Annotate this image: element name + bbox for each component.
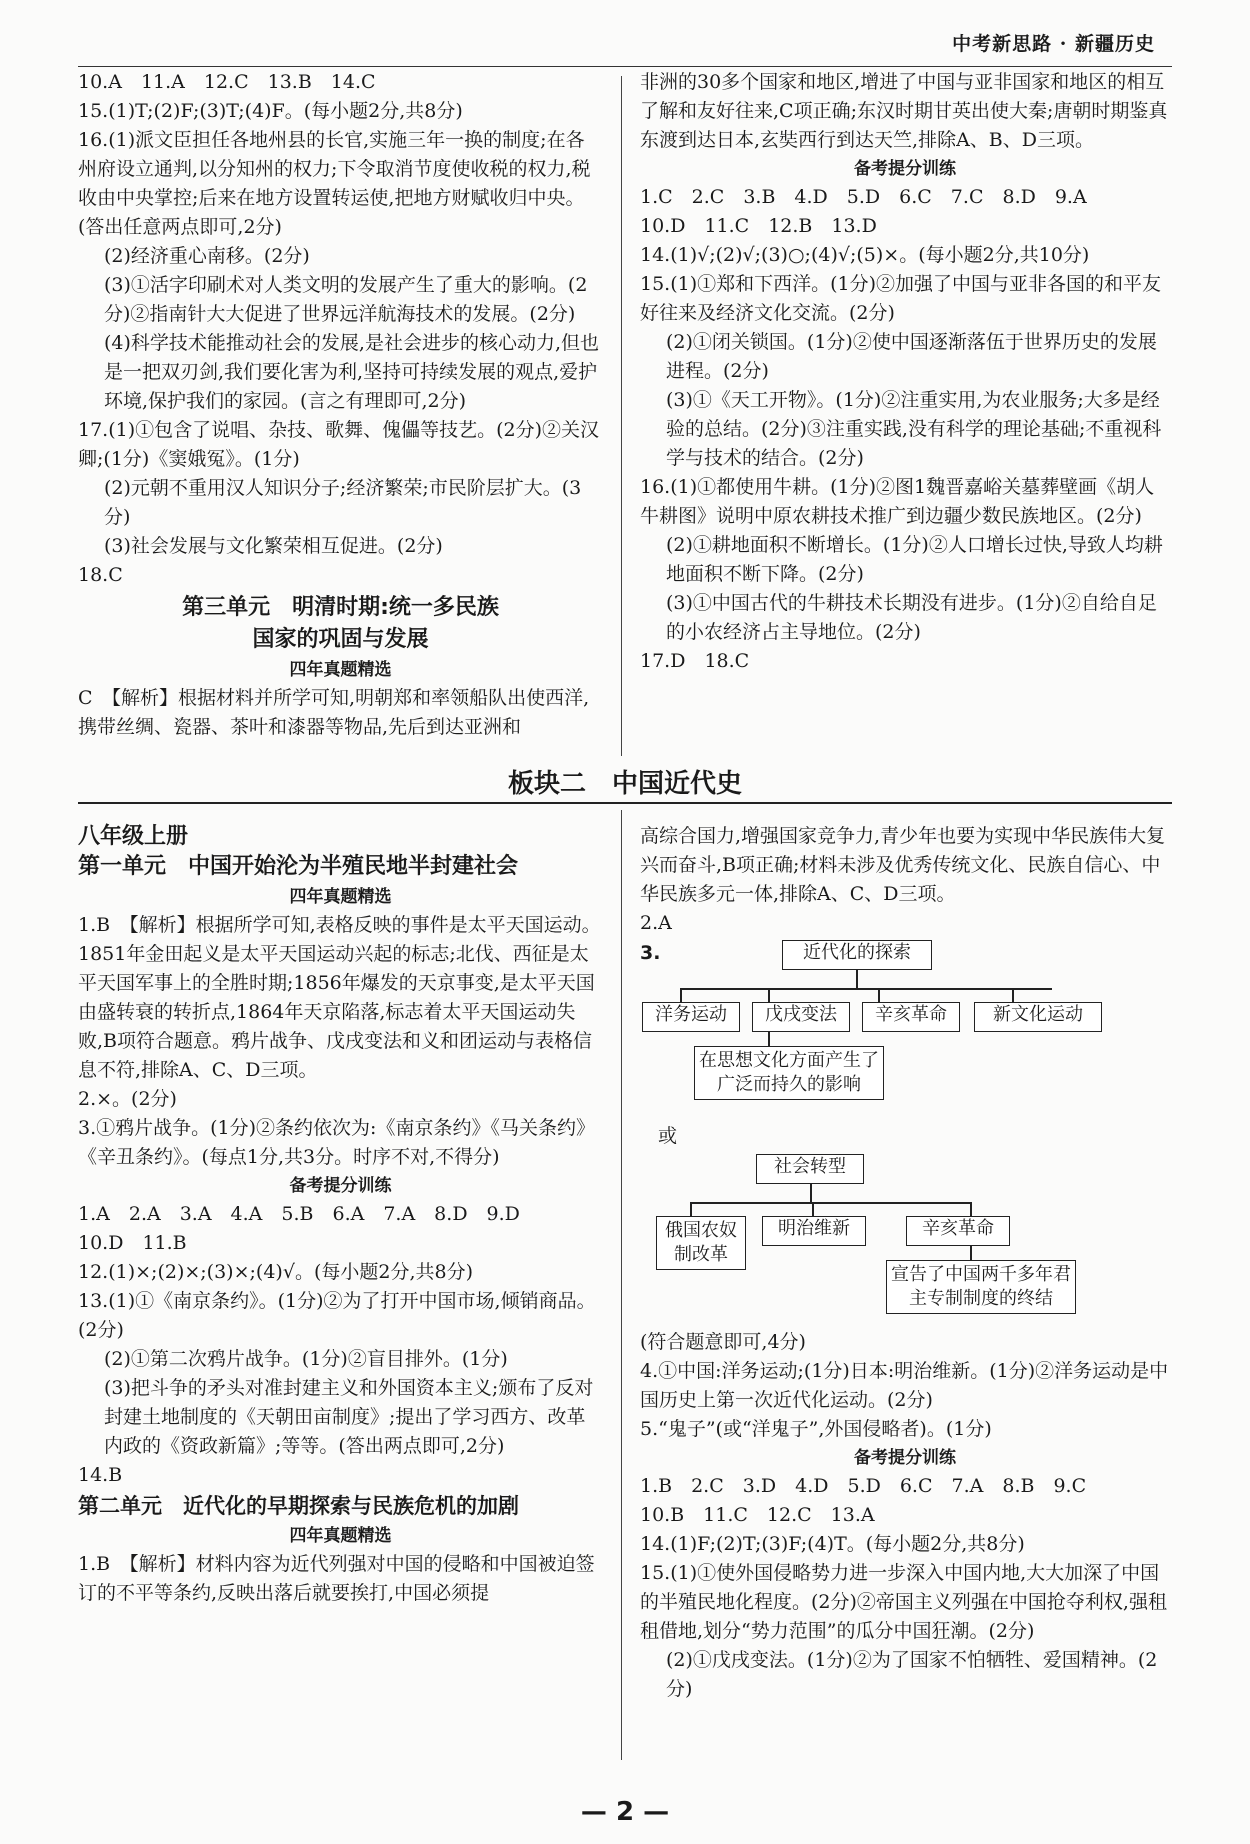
connector — [680, 988, 682, 1002]
right-bottom-continued — [640, 1328, 1170, 1704]
connector — [690, 1202, 970, 1204]
diagram1-child: 辛亥革命 — [862, 1002, 960, 1032]
answer-q14: 14.B — [78, 1464, 123, 1486]
answer-line: 10.B 11.C 12.C 13.A — [640, 1504, 875, 1526]
answer-line: 1.B 2.C 3.D 4.D 5.D 6.C 7.A 8.B 9.C — [640, 1475, 1087, 1497]
unit2-answer-q1: 1.B 【解析】材料内容为近代列强对中国的侵略和中国被迫签订的不平等条约,反映出落后就要挨打,中国必须提 — [78, 1553, 595, 1604]
connector — [690, 1202, 692, 1216]
column-divider-bottom — [621, 810, 622, 1760]
answer-q12: 12.(1)×;(2)×;(3)×;(4)√。(每小题2分,共8分) — [78, 1261, 473, 1283]
unit1-title: 第一单元 中国开始沦为半殖民地半封建社会 — [78, 854, 519, 879]
answer-q14: 14.(1)F;(2)T;(3)F;(4)T。(每小题2分,共8分) — [640, 1533, 1025, 1555]
answer-line: 10.A 11.A 12.C 13.B 14.C — [78, 71, 376, 93]
answer-q5: 5.“鬼子”(或“洋鬼子”,外国侵略者)。(1分) — [640, 1418, 992, 1440]
connector — [856, 970, 858, 988]
diagram1-child: 戊戌变法 — [752, 1002, 850, 1032]
answer-q2: 2.×。(2分) — [78, 1088, 177, 1110]
right-bottom-column — [640, 822, 1170, 1792]
diagram2-leaf: 宣告了中国两千多年君主专制制度的终结 — [886, 1260, 1076, 1314]
column-divider — [621, 76, 622, 756]
alternative-label: 或 — [658, 1125, 678, 1147]
answer-q13-1: 13.(1)①《南京条约》。(1分)②为了打开中国市场,倾销商品。(2分) — [78, 1290, 596, 1341]
answer-q17: 17.D 18.C — [640, 650, 750, 672]
connector — [970, 1202, 972, 1216]
answer-q18: 18.C — [78, 564, 123, 586]
header-rule — [78, 66, 1172, 67]
answer-q15-3: (3)①《天工开物》。(1分)②注重实用,为农业服务;大多是经验的总结。(2分)③注重实践,没有科学的理论基础;不重视科学与技术的结合。(2分) — [666, 389, 1162, 469]
connector — [970, 1246, 972, 1260]
diagram2-root: 社会转型 — [756, 1154, 864, 1184]
connector — [768, 1032, 770, 1046]
banner-rule — [78, 802, 1172, 804]
answer-q16-2: (2)经济重心南移。(2分) — [104, 245, 310, 267]
answer-q15-2: (2)①闭关锁国。(1分)②使中国逐渐落伍于世界历史的发展进程。(2分) — [666, 331, 1157, 382]
unit1-subheading: 四年真题精选 — [289, 887, 392, 907]
answer-q16-3: (3)①活字印刷术对人类文明的发展产生了重大的影响。(2分)②指南针大大促进了世界远洋航海技术的发展。(2分) — [104, 274, 588, 325]
answer-q17-2: (2)元朝不重用汉人知识分子;经济繁荣;市民阶层扩大。(3分) — [104, 477, 582, 528]
unit3-title: 第三单元 明清时期:统一多民族 — [182, 595, 499, 620]
answer-continuation: 高综合国力,增强国家竞争力,青少年也要为实现中华民族伟大复兴而奋斗,B项正确;材料未涉及优秀传统文化、民族自信心、中华民族多元一体,排除A、C、D三项。 — [640, 825, 1166, 905]
answer-q17-3: (3)社会发展与文化繁荣相互促进。(2分) — [104, 535, 443, 557]
connector — [1012, 988, 1014, 1002]
unit3-subheading: 四年真题精选 — [289, 660, 392, 680]
connector — [812, 1202, 814, 1216]
answer-line: 10.D 11.B — [78, 1232, 187, 1254]
answer-q3: 3.①鸦片战争。(1分)②条约依次为:《南京条约》《马关条约》《辛丑条约》。(每点1分,共3分。时序不对,不得分) — [78, 1117, 595, 1168]
answer-q15-2: (2)①戊戌变法。(1分)②为了国家不怕牺牲、爱国精神。(2分) — [666, 1649, 1158, 1700]
diagram2-child: 辛亥革命 — [906, 1216, 1010, 1246]
left-bottom-column — [78, 822, 603, 1608]
left-top-column — [78, 68, 603, 742]
diagram2-child: 俄国农奴制改革 — [656, 1216, 746, 1270]
connector — [878, 988, 880, 1002]
answer-q16-4: (4)科学技术能推动社会的发展,是社会进步的核心动力,但也是一把双刃剑,我们要化害为利,坚持可持续发展的观点,爱护环境,保护我们的家园。(言之有理即可,2分) — [104, 332, 599, 412]
training-subheading: 备考提分训练 — [854, 159, 956, 179]
running-header: 中考新思路 · 新疆历史 — [952, 33, 1155, 55]
answer-q4: 4.①中国:洋务运动;(1分)日本:明治维新。(1分)②洋务运动是中国历史上第一次近代化运动。(2分) — [640, 1360, 1169, 1411]
answer-line: 15.(1)T;(2)F;(3)T;(4)F。(每小题2分,共8分) — [78, 100, 463, 122]
diagram-score-note: (符合题意即可,4分) — [640, 1331, 806, 1353]
answer-q13-2: (2)①第二次鸦片战争。(1分)②盲目排外。(1分) — [104, 1348, 508, 1370]
answer-q3-label: 3. — [640, 942, 661, 964]
unit2-title: 第二单元 近代化的早期探索与民族危机的加剧 — [78, 1494, 519, 1518]
answer-q1: 1.B 【解析】根据所学可知,表格反映的事件是太平天国运动。1851年金田起义是太平天国运动兴起的标志;北伐、西征是太平天国军事上的全胜时期;1856年爆发的天京事变,是太平天国由盛转衰的转折点,1864年天京陷落,标志着太平天国运动失败,B项符合题意。鸦片战争、戊戌变法和义和团运动与表格信息不符,排除A、C、D三项。 — [78, 914, 601, 1081]
unit3-title-line2: 国家的巩固与发展 — [252, 627, 429, 652]
answer-q16-1: 16.(1)①都使用牛耕。(1分)②图1魏晋嘉峪关墓葬壁画《胡人牛耕图》说明中原农耕技术推广到边疆少数民族地区。(2分) — [640, 476, 1155, 527]
unit2-subheading: 四年真题精选 — [289, 1526, 392, 1546]
diagram2-child: 明治维新 — [762, 1216, 866, 1246]
answer-line: 1.A 2.A 3.A 4.A 5.B 6.A 7.A 8.D 9.D — [78, 1203, 520, 1225]
page-number: — 2 — — [580, 1797, 670, 1827]
answer-q16-2: (2)①耕地面积不断增长。(1分)②人口增长过快,导致人均耕地面积不断下降。(2分) — [666, 534, 1163, 585]
answer-line: 1.C 2.C 3.B 4.D 5.D 6.C 7.C 8.D 9.A — [640, 186, 1087, 208]
answer-q13-3: (3)把斗争的矛头对准封建主义和外国资本主义;颁布了反对封建土地制度的《天朝田亩制度》;提出了学习西方、改革内政的《资政新篇》;等等。(答出两点即可,2分) — [104, 1377, 594, 1457]
diagram1-child: 新文化运动 — [974, 1002, 1102, 1032]
answer-q16-3: (3)①中国古代的牛耕技术长期没有进步。(1分)②自给自足的小农经济占主导地位。(2分) — [666, 592, 1157, 643]
diagram1-root: 近代化的探索 — [782, 940, 932, 970]
connector — [680, 988, 1052, 990]
right-top-column — [640, 68, 1170, 676]
diagram1-leaf: 在思想文化方面产生了广泛而持久的影响 — [694, 1046, 884, 1100]
training-subheading: 备考提分训练 — [854, 1448, 956, 1468]
answer-q16-1: 16.(1)派文臣担任各地州县的长官,实施三年一换的制度;在各州府设立通判,以分知州的权力;下令取消节度使收税的权力,税收由中央掌控;后来在地方设置转运使,把地方财赋收归中央。(答出任意两点即可,2分) — [78, 129, 591, 238]
answer-q15-1: 15.(1)①使外国侵略势力进一步深入中国内地,大大加深了中国的半殖民地化程度。(2分)②帝国主义列强在中国抢夺利权,强租租借地,划分“势力范围”的瓜分中国狂潮。(2分) — [640, 1562, 1167, 1642]
unit3-answer: C 【解析】根据材料并所学可知,明朝郑和率领船队出使西洋,携带丝绸、瓷器、茶叶和漆器等物品,先后到达亚洲和 — [78, 687, 590, 738]
diagram1-child: 洋务运动 — [642, 1002, 740, 1032]
grade-heading: 八年级上册 — [78, 824, 189, 849]
answer-q17-1: 17.(1)①包含了说唱、杂技、歌舞、傀儡等技艺。(2分)②关汉卿;(1分)《窦娥冤》。(1分) — [78, 419, 600, 470]
section-banner: 板块二 中国近代史 — [507, 769, 742, 799]
connector — [768, 988, 770, 1002]
connector — [810, 1184, 812, 1202]
training-subheading: 备考提分训练 — [289, 1176, 392, 1196]
answer-q14: 14.(1)√;(2)√;(3)○;(4)√;(5)×。(每小题2分,共10分) — [640, 244, 1090, 266]
answer-q2: 2.A — [640, 912, 672, 934]
answer-q15-1: 15.(1)①郑和下西洋。(1分)②加强了中国与亚非各国的和平友好往来及经济文化交流。(2分) — [640, 273, 1162, 324]
answer-line: 10.D 11.C 12.B 13.D — [640, 215, 877, 237]
answer-continuation: 非洲的30多个国家和地区,增进了中国与亚非国家和地区的相互了解和友好往来,C项正确;东汉时期甘英出使大秦;唐朝时期鉴真东渡到达日本,玄奘西行到达天竺,排除A、B、D三项。 — [640, 71, 1168, 151]
